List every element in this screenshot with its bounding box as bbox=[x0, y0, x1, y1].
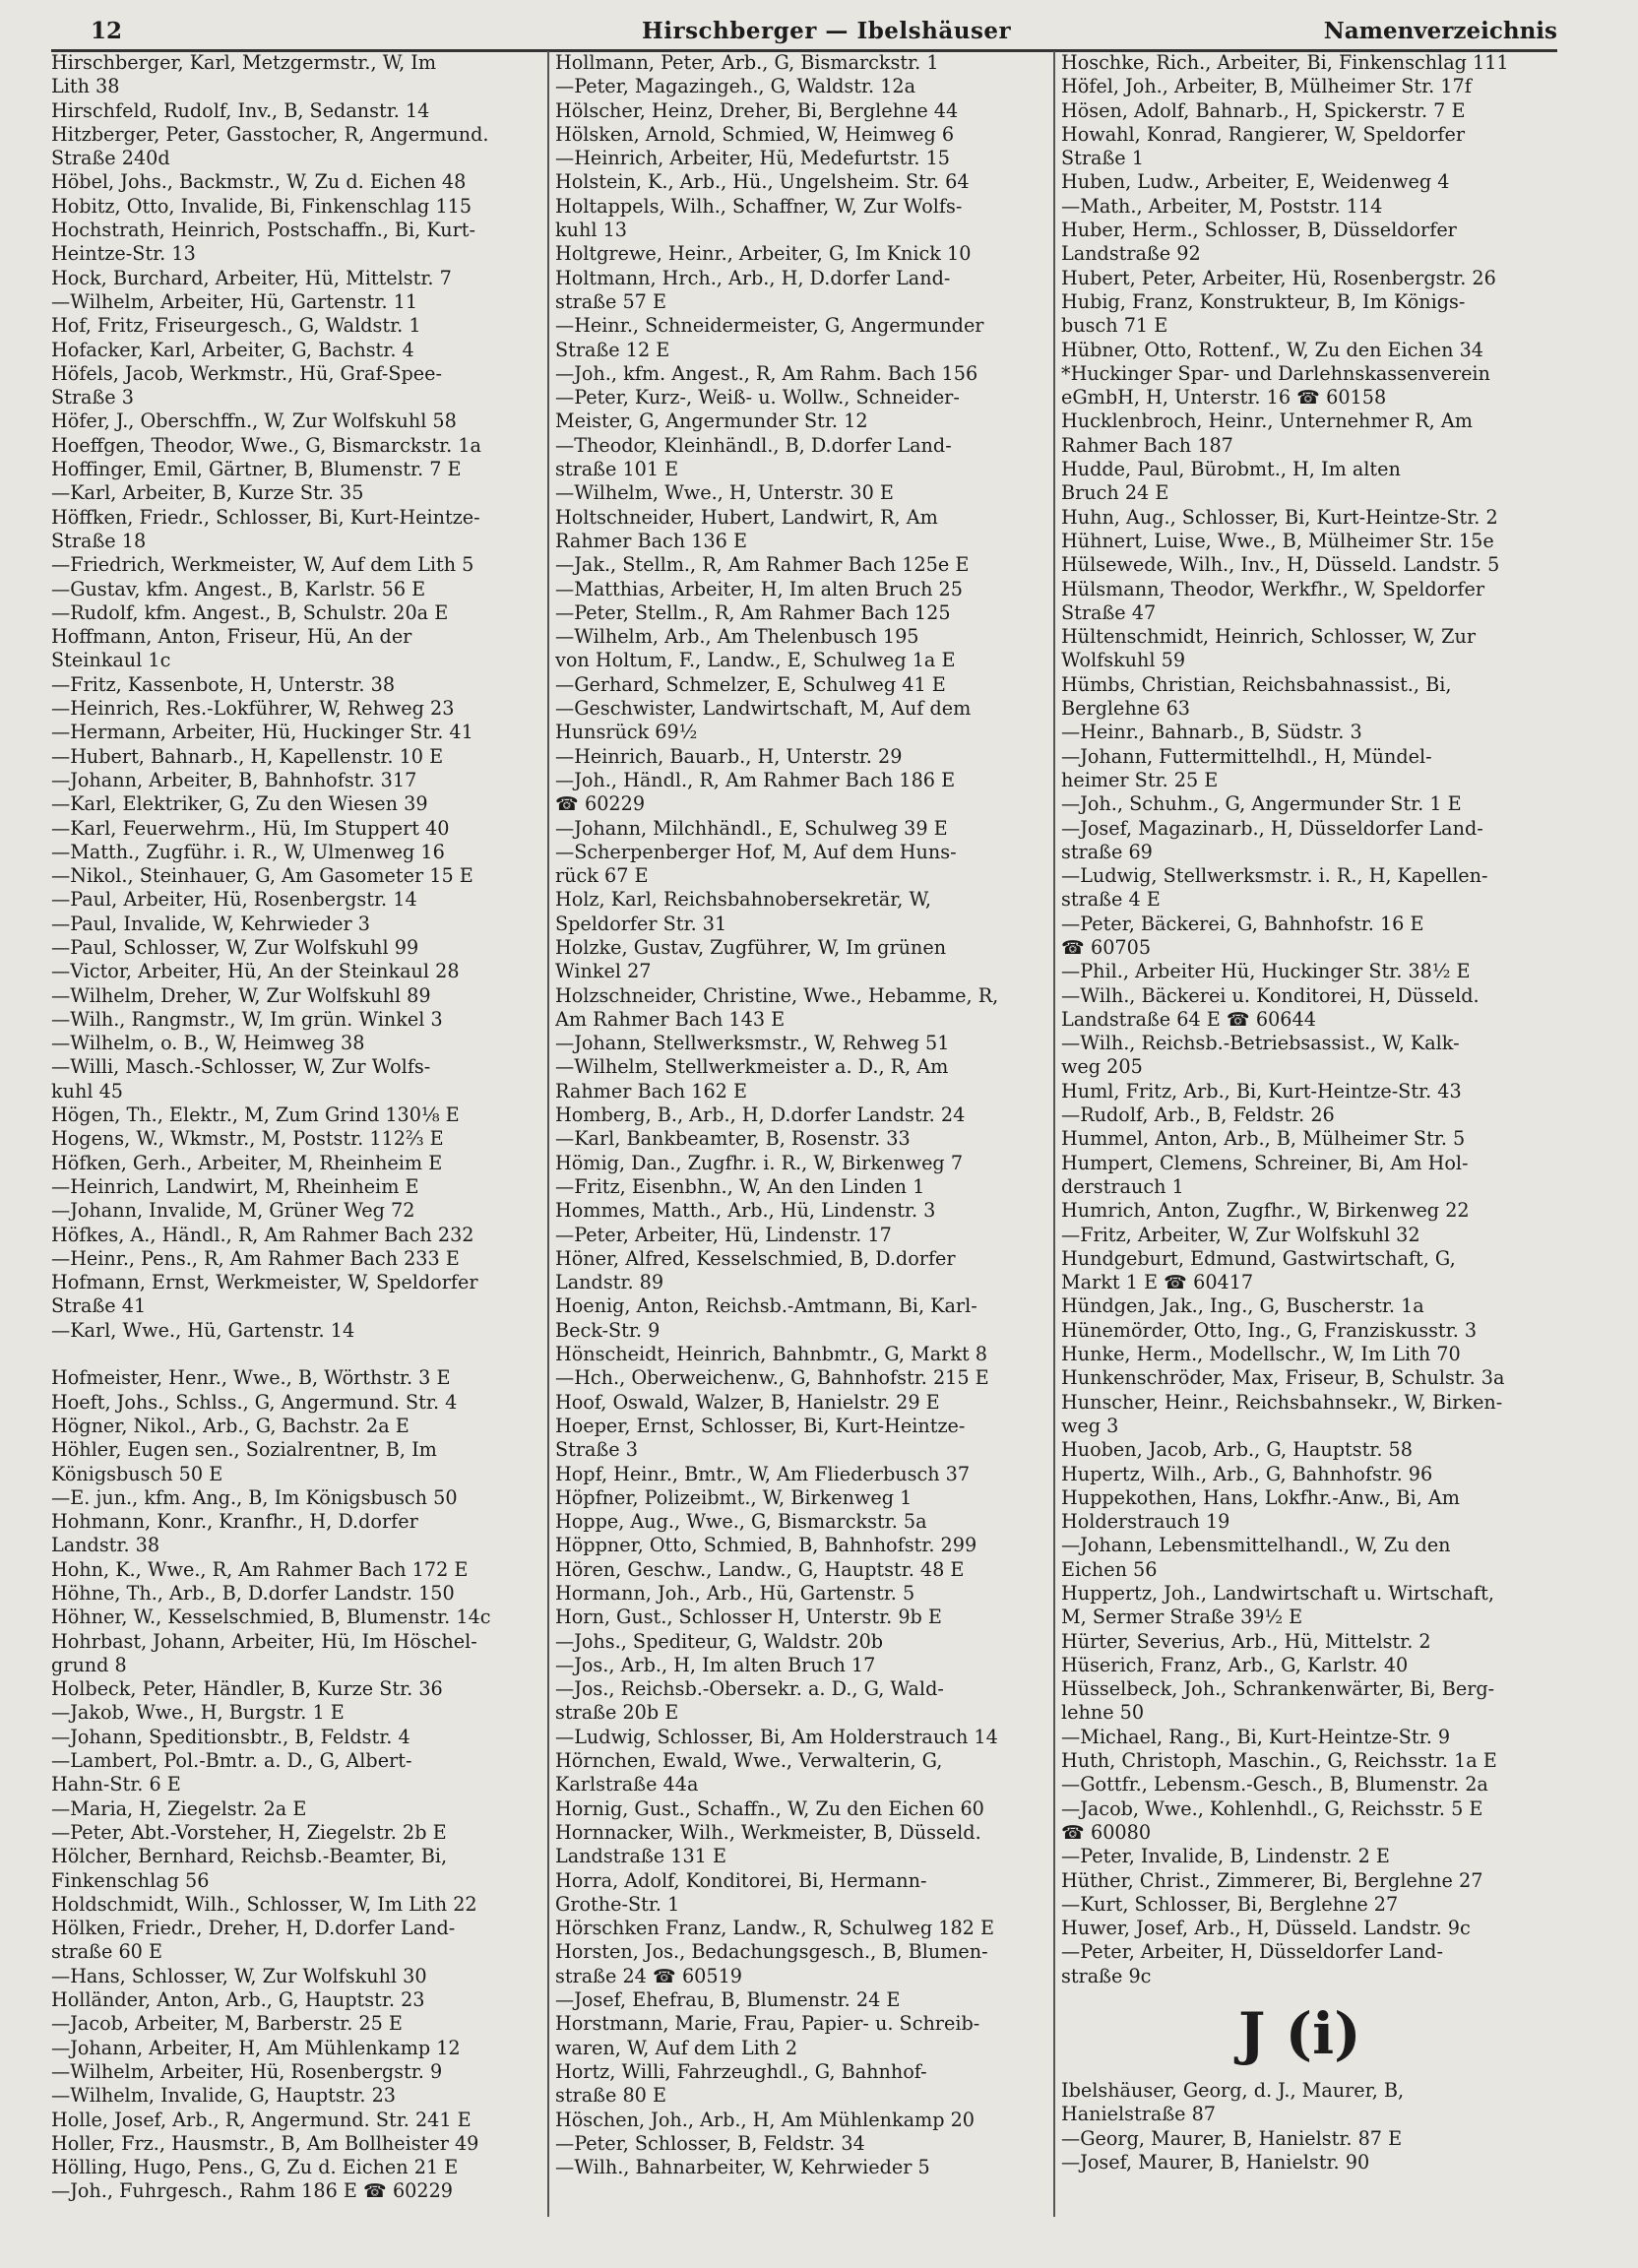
directory-entry-line: Höfer, J., Oberschffn., W, Zur Wolfskuhl 58 bbox=[51, 410, 457, 433]
directory-entry-line: Höfkes, A., Händl., R, Am Rahmer Bach 232 bbox=[51, 1223, 474, 1246]
directory-entry-line: straße 24 ☎ 60519 bbox=[555, 1964, 742, 1987]
directory-entry-line: Hucklenbroch, Heinr., Unternehmer R, Am bbox=[1061, 410, 1473, 433]
directory-entry-line: Hübner, Otto, Rottenf., W, Zu den Eichen 34 bbox=[1061, 338, 1484, 361]
directory-entry-line: Holbeck, Peter, Händler, B, Kurze Str. 36 bbox=[51, 1677, 443, 1701]
directory-entry-line: straße 20b E bbox=[555, 1701, 679, 1725]
directory-entry-line: Hölling, Hugo, Pens., G, Zu d. Eichen 21 E bbox=[51, 2156, 459, 2179]
directory-entry-line: Hubig, Franz, Konstrukteur, B, Im Königs- bbox=[1061, 289, 1466, 313]
directory-entry-line: —Peter, Arbeiter, Hü, Lindenstr. 17 bbox=[555, 1223, 892, 1246]
directory-entry-line bbox=[51, 1343, 540, 1366]
directory-entry-line: Holzschneider, Christine, Wwe., Hebamme, R, bbox=[555, 983, 999, 1007]
directory-column-3 bbox=[1053, 51, 1550, 2217]
directory-entry-line: Hofmann, Ernst, Werkmeister, W, Speldorfer bbox=[51, 1271, 478, 1294]
directory-entry-line: Bruch 24 E bbox=[1061, 481, 1169, 505]
directory-entry-line: Hoeffgen, Theodor, Wwe., G, Bismarckstr. 1a bbox=[51, 433, 481, 457]
directory-entry-line: Holtgrewe, Heinr., Arbeiter, G, Im Knick 10 bbox=[555, 242, 972, 266]
directory-entry-line: —Karl, Arbeiter, B, Kurze Str. 35 bbox=[51, 481, 364, 505]
directory-entry-line: —Willi, Masch.-Schlosser, W, Zur Wolfs- bbox=[51, 1055, 431, 1079]
directory-entry-line: Holz, Karl, Reichsbahnobersekretär, W, bbox=[555, 888, 931, 912]
directory-entry-line: —Lambert, Pol.-Bmtr. a. D., G, Albert- bbox=[51, 1749, 412, 1773]
directory-entry-line: straße 9c bbox=[1061, 1964, 1152, 1987]
directory-entry-line: —Hans, Schlosser, W, Zur Wolfskuhl 30 bbox=[51, 1964, 427, 1987]
directory-entry-line: Straße 1 bbox=[1061, 147, 1144, 170]
directory-entry-line: straße 101 E bbox=[555, 458, 679, 481]
directory-entry-line: —Josef, Ehefrau, B, Blumenstr. 24 E bbox=[555, 1988, 901, 2012]
directory-entry-line: Winkel 27 bbox=[555, 960, 652, 983]
directory-entry-line: —Wilhelm, Arbeiter, Hü, Rosenbergstr. 9 bbox=[51, 2059, 443, 2083]
directory-entry-line: Höhne, Th., Arb., B, D.dorfer Landstr. 150 bbox=[51, 1582, 455, 1605]
directory-entry-line: Hormann, Joh., Arb., Hü, Gartenstr. 5 bbox=[555, 1582, 915, 1605]
page-number: 12 bbox=[91, 18, 123, 44]
directory-entry-line: —Karl, Wwe., Hü, Gartenstr. 14 bbox=[51, 1318, 355, 1342]
directory-entry-line: Höfken, Gerh., Arbeiter, M, Rheinheim E bbox=[51, 1151, 443, 1174]
directory-entry-line: Markt 1 E ☎ 60417 bbox=[1061, 1271, 1254, 1294]
directory-entry-line: Horstmann, Marie, Frau, Papier- u. Schreib- bbox=[555, 2012, 980, 2036]
directory-entry-line: straße 4 E bbox=[1061, 888, 1161, 912]
directory-entry-line: straße 57 E bbox=[555, 289, 666, 313]
directory-entry-line: —Jacob, Arbeiter, M, Barberstr. 25 E bbox=[51, 2012, 403, 2036]
directory-entry-line: Hock, Burchard, Arbeiter, Hü, Mittelstr. 7 bbox=[51, 266, 452, 289]
directory-entry-line: —Jakob, Wwe., H, Burgstr. 1 E bbox=[51, 1701, 345, 1725]
section-label: Namenverzeichnis bbox=[1323, 18, 1557, 44]
directory-entry-line: Straße 47 bbox=[1061, 600, 1157, 624]
directory-entry-line: *Huckinger Spar- und Darlehnskassenverein bbox=[1061, 361, 1490, 385]
directory-entry-line: —Wilh., Bahnarbeiter, W, Kehrwieder 5 bbox=[555, 2156, 930, 2179]
directory-entry-line: —Wilhelm, o. B., W, Heimweg 38 bbox=[51, 1032, 365, 1055]
directory-entry-line: Hummel, Anton, Arb., B, Mülheimer Str. 5 bbox=[1061, 1127, 1466, 1151]
directory-entry-line: —Fritz, Kassenbote, H, Unterstr. 38 bbox=[51, 672, 396, 696]
directory-entry-line: Hohmann, Konr., Kranfhr., H, D.dorfer bbox=[51, 1510, 418, 1534]
directory-entry-line: Hogens, W., Wkmstr., M, Poststr. 112⅔ E bbox=[51, 1127, 444, 1151]
directory-entry-line: Rahmer Bach 187 bbox=[1061, 433, 1233, 457]
directory-entry-line: Holle, Josef, Arb., R, Angermund. Str. 241 E bbox=[51, 2108, 472, 2131]
directory-entry-line: Höppner, Otto, Schmied, B, Bahnhofstr. 299 bbox=[555, 1534, 977, 1557]
directory-entry-line: —Rudolf, kfm. Angest., B, Schulstr. 20a E bbox=[51, 600, 449, 624]
directory-entry-line: Hommes, Matth., Arb., Hü, Lindenstr. 3 bbox=[555, 1199, 936, 1223]
directory-entry-line: —Johann, Lebensmittelhandl., W, Zu den bbox=[1061, 1534, 1451, 1557]
directory-entry-line: Am Rahmer Bach 143 E bbox=[555, 1007, 786, 1031]
directory-entry-line: waren, W, Auf dem Lith 2 bbox=[555, 2036, 798, 2059]
directory-entry-line: —Jos., Arb., H, Im alten Bruch 17 bbox=[555, 1653, 876, 1676]
directory-entry-line: —Gerhard, Schmelzer, E, Schulweg 41 E bbox=[555, 672, 946, 696]
directory-entry-line: Hümbs, Christian, Reichsbahnassist., Bi, bbox=[1061, 672, 1452, 696]
directory-entry-line: Hölscher, Heinz, Dreher, Bi, Berglehne 44 bbox=[555, 98, 959, 122]
directory-entry-line: Hünemörder, Otto, Ing., G, Franziskusstr. 3 bbox=[1061, 1318, 1478, 1342]
directory-entry-line: Hölsken, Arnold, Schmied, W, Heimweg 6 bbox=[555, 122, 955, 146]
directory-entry-line: Hösen, Adolf, Bahnarb., H, Spickerstr. 7 E bbox=[1061, 98, 1466, 122]
directory-entry-line: Hirschberger, Karl, Metzgermstr., W, Im bbox=[51, 51, 437, 74]
directory-entry-line: Straße 3 bbox=[51, 386, 134, 410]
directory-entry-line: busch 71 E bbox=[1061, 314, 1168, 338]
directory-entry-line: —Phil., Arbeiter Hü, Huckinger Str. 38½ E bbox=[1061, 960, 1471, 983]
directory-entry-line: M, Sermer Straße 39½ E bbox=[1061, 1606, 1303, 1629]
directory-entry-line: —Gustav, kfm. Angest., B, Karlstr. 56 E bbox=[51, 577, 426, 600]
directory-entry-line: Hundgeburt, Edmund, Gastwirtschaft, G, bbox=[1061, 1246, 1456, 1270]
directory-entry-line: Hornig, Gust., Schaffn., W, Zu den Eichen 60 bbox=[555, 1796, 984, 1820]
directory-entry-line: Höbel, Johs., Backmstr., W, Zu d. Eichen 48 bbox=[51, 170, 467, 194]
directory-entry-line: Högen, Th., Elektr., M, Zum Grind 130⅛ E bbox=[51, 1103, 460, 1127]
directory-entry-line: Hupertz, Wilh., Arb., G, Bahnhofstr. 96 bbox=[1061, 1462, 1433, 1485]
directory-entry-line: Höfel, Joh., Arbeiter, B, Mülheimer Str. 17f bbox=[1061, 75, 1472, 98]
directory-entry-line: —Matthias, Arbeiter, H, Im alten Bruch 25 bbox=[555, 577, 963, 600]
directory-entry-line: Rahmer Bach 162 E bbox=[555, 1079, 747, 1102]
directory-entry-line: Höhler, Eugen sen., Sozialrentner, B, Im bbox=[51, 1438, 437, 1462]
directory-entry-line: Landstr. 89 bbox=[555, 1271, 664, 1294]
directory-entry-line: Landstraße 131 E bbox=[555, 1845, 726, 1868]
directory-entry-line: Holländer, Anton, Arb., G, Hauptstr. 23 bbox=[51, 1988, 425, 2012]
directory-entry-line: Höpfner, Polizeibmt., W, Birkenweg 1 bbox=[555, 1485, 913, 1509]
directory-entry-line: Höfels, Jacob, Werkmstr., Hü, Graf-Spee- bbox=[51, 361, 443, 385]
directory-entry-line: —Karl, Feuerwehrm., Hü, Im Stuppert 40 bbox=[51, 816, 450, 840]
directory-entry-line: —Peter, Schlosser, B, Feldstr. 34 bbox=[555, 2131, 865, 2155]
directory-entry-line: —Paul, Schlosser, W, Zur Wolfskuhl 99 bbox=[51, 935, 419, 959]
directory-entry-line: Grothe-Str. 1 bbox=[555, 1892, 680, 1916]
directory-entry-line: Hanielstraße 87 bbox=[1061, 2103, 1217, 2126]
directory-entry-line: —Michael, Rang., Bi, Kurt-Heintze-Str. 9 bbox=[1061, 1725, 1451, 1748]
directory-entry-line: —Paul, Invalide, W, Kehrwieder 3 bbox=[51, 912, 370, 935]
directory-entry-line: Horra, Adolf, Konditorei, Bi, Hermann- bbox=[555, 1868, 927, 1892]
directory-entry-line: Hortz, Willi, Fahrzeughdl., G, Bahnhof- bbox=[555, 2059, 927, 2083]
directory-entry-line: —Jos., Reichsb.-Obersekr. a. D., G, Wald- bbox=[555, 1677, 944, 1701]
directory-entry-line: Hüsselbeck, Joh., Schrankenwärter, Bi, Berg- bbox=[1061, 1677, 1495, 1701]
directory-entry-line: —Victor, Arbeiter, Hü, An der Steinkaul 28 bbox=[51, 960, 460, 983]
directory-entry-line: —Geschwister, Landwirtschaft, M, Auf dem bbox=[555, 697, 972, 721]
directory-entry-line: —E. jun., kfm. Ang., B, Im Königsbusch 50 bbox=[51, 1485, 458, 1509]
directory-entry-line: Holtschneider, Hubert, Landwirt, R, Am bbox=[555, 505, 938, 529]
directory-entry-line: —Wilhelm, Arbeiter, Hü, Gartenstr. 11 bbox=[51, 289, 418, 313]
directory-entry-line: Hohn, K., Wwe., R, Am Rahmer Bach 172 E bbox=[51, 1557, 469, 1581]
directory-entry-line: —Joh., Fuhrgesch., Rahm 186 E ☎ 60229 bbox=[51, 2179, 454, 2203]
directory-entry-line: —Gottfr., Lebensm.-Gesch., B, Blumenstr. 2a bbox=[1061, 1773, 1488, 1796]
directory-entry-line: Holler, Frz., Hausmstr., B, Am Bollheister 49 bbox=[51, 2131, 479, 2155]
directory-entry-line: Hobitz, Otto, Invalide, Bi, Finkenschlag 115 bbox=[51, 194, 472, 218]
directory-entry-line: —Wilhelm, Arb., Am Thelenbusch 195 bbox=[555, 625, 919, 649]
directory-entry-line: —Nikol., Steinhauer, G, Am Gasometer 15 E bbox=[51, 864, 473, 888]
directory-entry-line: Höhner, W., Kesselschmied, B, Blumenstr. 14c bbox=[51, 1606, 491, 1629]
directory-entry-line: Hören, Geschw., Landw., G, Hauptstr. 48 E bbox=[555, 1557, 965, 1581]
directory-entry-line: Hoffinger, Emil, Gärtner, B, Blumenstr. 7 E bbox=[51, 458, 462, 481]
directory-entry-line: Eichen 56 bbox=[1061, 1557, 1158, 1581]
directory-entry-line: —Peter, Magazingeh., G, Waldstr. 12a bbox=[555, 75, 916, 98]
directory-entry-line: —Fritz, Arbeiter, W, Zur Wolfskuhl 32 bbox=[1061, 1223, 1420, 1246]
directory-entry-line: Hunsrück 69½ bbox=[555, 721, 698, 744]
directory-entry-line: Hoeper, Ernst, Schlosser, Bi, Kurt-Heintze- bbox=[555, 1414, 966, 1437]
section-spacer bbox=[1061, 2065, 1550, 2079]
directory-entry-line: Speldorfer Str. 31 bbox=[555, 912, 727, 935]
directory-entry-line: —Hermann, Arbeiter, Hü, Huckinger Str. 41 bbox=[51, 721, 473, 744]
directory-entry-line: Hunkenschröder, Max, Friseur, B, Schulstr. 3a bbox=[1061, 1366, 1505, 1390]
directory-entry-line: —Ludwig, Schlosser, Bi, Am Holderstrauch 14 bbox=[555, 1725, 998, 1748]
directory-entry-line: Hölken, Friedr., Dreher, H, D.dorfer Land- bbox=[51, 1917, 456, 1940]
directory-entry-line: —Fritz, Eisenbhn., W, An den Linden 1 bbox=[555, 1174, 925, 1198]
directory-entry-line: Höschen, Joh., Arb., H, Am Mühlenkamp 20 bbox=[555, 2108, 976, 2131]
directory-entry-line: Homberg, B., Arb., H, D.dorfer Landstr. 24 bbox=[555, 1103, 966, 1127]
directory-entry-line: Hofmeister, Henr., Wwe., B, Wörthstr. 3 E bbox=[51, 1366, 451, 1390]
directory-entry-line: —Heinr., Bahnarb., B, Südstr. 3 bbox=[1061, 721, 1362, 744]
directory-entry-line: Hölcher, Bernhard, Reichsb.-Beamter, Bi, bbox=[51, 1845, 448, 1868]
directory-entry-line: Hömig, Dan., Zugfhr. i. R., W, Birkenweg 7 bbox=[555, 1151, 964, 1174]
directory-entry-line: —Georg, Maurer, B, Hanielstr. 87 E bbox=[1061, 2126, 1403, 2150]
directory-entry-line: Holderstrauch 19 bbox=[1061, 1510, 1230, 1534]
directory-entry-line: derstrauch 1 bbox=[1061, 1174, 1184, 1198]
directory-entry-line: Hubert, Peter, Arbeiter, Hü, Rosenbergstr. 26 bbox=[1061, 266, 1496, 289]
directory-entry-line: Beck-Str. 9 bbox=[555, 1318, 661, 1342]
directory-entry-line: straße 80 E bbox=[555, 2084, 666, 2108]
directory-entry-line: Humrich, Anton, Zugfhr., W, Birkenweg 22 bbox=[1061, 1199, 1470, 1223]
directory-entry-line: Högner, Nikol., Arb., G, Bachstr. 2a E bbox=[51, 1414, 410, 1437]
directory-entry-line: Hoffmann, Anton, Friseur, Hü, An der bbox=[51, 625, 412, 649]
directory-entry-line: Finkenschlag 56 bbox=[51, 1868, 210, 1892]
directory-entry-line: Steinkaul 1c bbox=[51, 649, 171, 672]
directory-entry-line: —Maria, H, Ziegelstr. 2a E bbox=[51, 1796, 307, 1820]
directory-entry-line: Hürter, Severius, Arb., Hü, Mittelstr. 2 bbox=[1061, 1629, 1431, 1653]
directory-entry-line: —Theodor, Kleinhändl., B, D.dorfer Land- bbox=[555, 433, 952, 457]
directory-entry-line: Straße 3 bbox=[555, 1438, 638, 1462]
directory-entry-line: kuhl 45 bbox=[51, 1079, 123, 1102]
directory-entry-line: —Hubert, Bahnarb., H, Kapellenstr. 10 E bbox=[51, 744, 444, 768]
directory-entry-line: —Heinr., Pens., R, Am Rahmer Bach 233 E bbox=[51, 1246, 460, 1270]
directory-entry-line: Hohrbast, Johann, Arbeiter, Hü, Im Höschel- bbox=[51, 1629, 477, 1653]
directory-entry-line: —Wilhelm, Stellwerkmeister a. D., R, Am bbox=[555, 1055, 949, 1079]
directory-entry-line: —Peter, Bäckerei, G, Bahnhofstr. 16 E bbox=[1061, 912, 1424, 935]
directory-entry-line: Hörnchen, Ewald, Wwe., Verwalterin, G, bbox=[555, 1749, 943, 1773]
directory-entry-line: Höffken, Friedr., Schlosser, Bi, Kurt-Heintze- bbox=[51, 505, 480, 529]
directory-entry-line: Hühnert, Luise, Wwe., B, Mülheimer Str. 15e bbox=[1061, 529, 1494, 552]
directory-entry-line: Holzke, Gustav, Zugführer, W, Im grünen bbox=[555, 935, 947, 959]
page-header bbox=[51, 12, 1557, 52]
directory-entry-line: Hönscheidt, Heinrich, Bahnbmtr., G, Markt 8 bbox=[555, 1343, 988, 1366]
directory-entry-line: Hoof, Oswald, Walzer, B, Hanielstr. 29 E bbox=[555, 1390, 940, 1414]
directory-entry-line: Heintze-Str. 13 bbox=[51, 242, 196, 266]
directory-entry-line: —Johann, Arbeiter, H, Am Mühlenkamp 12 bbox=[51, 2036, 461, 2059]
directory-entry-line: grund 8 bbox=[51, 1653, 127, 1676]
directory-entry-line: Hudde, Paul, Bürobmt., H, Im alten bbox=[1061, 458, 1401, 481]
directory-entry-line: —Johann, Milchhändl., E, Schulweg 39 E bbox=[555, 816, 948, 840]
directory-entry-line: ☎ 60080 bbox=[1061, 1820, 1152, 1844]
directory-entry-line: Hoppe, Aug., Wwe., G, Bismarckstr. 5a bbox=[555, 1510, 927, 1534]
directory-entry-line: eGmbH, H, Unterstr. 16 ☎ 60158 bbox=[1061, 386, 1387, 410]
directory-entry-line: Hochstrath, Heinrich, Postschaffn., Bi, Kurt- bbox=[51, 219, 476, 242]
directory-entry-line: —Wilhelm, Invalide, G, Hauptstr. 23 bbox=[51, 2084, 397, 2108]
directory-entry-line: —Heinr., Schneidermeister, G, Angermunder bbox=[555, 314, 984, 338]
directory-entry-line: Hüserich, Franz, Arb., G, Karlstr. 40 bbox=[1061, 1653, 1409, 1676]
directory-entry-line: Straße 12 E bbox=[555, 338, 670, 361]
directory-entry-line: rück 67 E bbox=[555, 864, 649, 888]
directory-entry-line: Landstraße 64 E ☎ 60644 bbox=[1061, 1007, 1316, 1031]
directory-entry-line: Humpert, Clemens, Schreiner, Bi, Am Hol- bbox=[1061, 1151, 1469, 1174]
directory-entry-line: —Wilhelm, Wwe., H, Unterstr. 30 E bbox=[555, 481, 894, 505]
directory-entry-line: Hüther, Christ., Zimmerer, Bi, Berglehne 27 bbox=[1061, 1868, 1483, 1892]
directory-entry-line: —Heinrich, Bauarb., H, Unterstr. 29 bbox=[555, 744, 903, 768]
directory-entry-line: —Wilhelm, Dreher, W, Zur Wolfskuhl 89 bbox=[51, 983, 431, 1007]
directory-entry-line: Karlstraße 44a bbox=[555, 1773, 699, 1796]
directory-entry-line: Holdschmidt, Wilh., Schlosser, W, Im Lith 22 bbox=[51, 1892, 477, 1916]
directory-entry-line: —Heinrich, Landwirt, M, Rheinheim E bbox=[51, 1174, 419, 1198]
directory-entry-line: Straße 41 bbox=[51, 1294, 147, 1318]
directory-entry-line: Huppekothen, Hans, Lokfhr.-Anw., Bi, Am bbox=[1061, 1485, 1460, 1509]
directory-entry-line: —Paul, Arbeiter, Hü, Rosenbergstr. 14 bbox=[51, 888, 417, 912]
directory-entry-line: Wolfskuhl 59 bbox=[1061, 649, 1186, 672]
directory-entry-line: von Holtum, F., Landw., E, Schulweg 1a E bbox=[555, 649, 956, 672]
directory-entry-line: Hoschke, Rich., Arbeiter, Bi, Finkenschlag 111 bbox=[1061, 51, 1509, 74]
directory-entry-line: kuhl 13 bbox=[555, 219, 627, 242]
directory-entry-line: —Johann, Speditionsbtr., B, Feldstr. 4 bbox=[51, 1725, 410, 1748]
directory-entry-line: —Wilh., Rangmstr., W, Im grün. Winkel 3 bbox=[51, 1007, 443, 1031]
directory-entry-line: Huwer, Josef, Arb., H, Düsseld. Landstr. 9c bbox=[1061, 1917, 1471, 1940]
directory-entry-line: —Wilh., Reichsb.-Betriebsassist., W, Kalk- bbox=[1061, 1032, 1460, 1055]
directory-entry-line: Hollmann, Peter, Arb., G, Bismarckstr. 1 bbox=[555, 51, 939, 74]
directory-entry-line: —Rudolf, Arb., B, Feldstr. 26 bbox=[1061, 1103, 1335, 1127]
directory-entry-line: —Friedrich, Werkmeister, W, Auf dem Lith 5 bbox=[51, 553, 474, 577]
directory-entry-line: Berglehne 63 bbox=[1061, 697, 1190, 721]
directory-entry-line: Huml, Fritz, Arb., Bi, Kurt-Heintze-Str. 43 bbox=[1061, 1079, 1462, 1102]
directory-entry-line: Landstraße 92 bbox=[1061, 242, 1201, 266]
directory-entry-line: straße 69 bbox=[1061, 840, 1153, 863]
directory-column-2 bbox=[547, 51, 1044, 2217]
directory-entry-line: —Joh., Schuhm., G, Angermunder Str. 1 E bbox=[1061, 792, 1462, 816]
directory-entry-line: lehne 50 bbox=[1061, 1701, 1145, 1725]
directory-entry-line: ☎ 60705 bbox=[1061, 935, 1152, 959]
directory-entry-line: —Joh., Händl., R, Am Rahmer Bach 186 E bbox=[555, 768, 956, 791]
directory-entry-line: —Johann, Futtermittelhdl., H, Mündel- bbox=[1061, 744, 1432, 768]
directory-entry-line: —Heinrich, Res.-Lokführer, W, Rehweg 23 bbox=[51, 697, 455, 721]
directory-entry-line: —Heinrich, Arbeiter, Hü, Medefurtstr. 15 bbox=[555, 147, 951, 170]
directory-entry-line: Hörschken Franz, Landw., R, Schulweg 182 E bbox=[555, 1917, 994, 1940]
directory-entry-line: —Scherpenberger Hof, M, Auf dem Huns- bbox=[555, 840, 957, 863]
directory-entry-line: —Josef, Magazinarb., H, Düsseldorfer Land- bbox=[1061, 816, 1483, 840]
directory-entry-line: Hoenig, Anton, Reichsb.-Amtmann, Bi, Karl- bbox=[555, 1294, 977, 1318]
directory-entry-line: Horsten, Jos., Bedachungsgesch., B, Blumen- bbox=[555, 1940, 988, 1964]
directory-entry-line: —Peter, Kurz-, Weiß- u. Wollw., Schneider- bbox=[555, 386, 960, 410]
directory-entry-line: Landstr. 38 bbox=[51, 1534, 160, 1557]
directory-entry-line: —Peter, Stellm., R, Am Rahmer Bach 125 bbox=[555, 600, 951, 624]
directory-entry-line: Königsbusch 50 E bbox=[51, 1462, 223, 1485]
directory-entry-line: Huben, Ludw., Arbeiter, E, Weidenweg 4 bbox=[1061, 170, 1450, 194]
directory-entry-line: Hunke, Herm., Modellschr., W, Im Lith 70 bbox=[1061, 1343, 1461, 1366]
section-heading: J (i) bbox=[1238, 2000, 1361, 2068]
directory-entry-line: —Kurt, Schlosser, Bi, Berglehne 27 bbox=[1061, 1892, 1399, 1916]
directory-entry-line: Holstein, K., Arb., Hü., Ungelsheim. Str. 64 bbox=[555, 170, 970, 194]
directory-entry-line: —Jacob, Wwe., Kohlenhdl., G, Reichsstr. 5 E bbox=[1061, 1796, 1483, 1820]
directory-entry-line: —Johann, Invalide, M, Grüner Weg 72 bbox=[51, 1199, 415, 1223]
directory-entry-line: —Wilh., Bäckerei u. Konditorei, H, Düsseld. bbox=[1061, 983, 1480, 1007]
directory-entry-line: —Karl, Bankbeamter, B, Rosenstr. 33 bbox=[555, 1127, 911, 1151]
directory-entry-line: Hülsmann, Theodor, Werkfhr., W, Speldorfer bbox=[1061, 577, 1485, 600]
directory-entry-line: weg 3 bbox=[1061, 1414, 1119, 1437]
directory-entry-line: Hültenschmidt, Heinrich, Schlosser, W, Zur bbox=[1061, 625, 1476, 649]
directory-entry-line: —Johs., Spediteur, G, Waldstr. 20b bbox=[555, 1629, 884, 1653]
directory-entry-line: Huoben, Jacob, Arb., G, Hauptstr. 58 bbox=[1061, 1438, 1413, 1462]
directory-entry-line: —Hch., Oberweichenw., G, Bahnhofstr. 215 E bbox=[555, 1366, 989, 1390]
directory-entry-line: Höner, Alfred, Kesselschmied, B, D.dorfer bbox=[555, 1246, 956, 1270]
directory-entry-line: Straße 18 bbox=[51, 529, 147, 552]
directory-entry-line: Meister, G, Angermunder Str. 12 bbox=[555, 410, 868, 433]
directory-entry-line: Hülsewede, Wilh., Inv., H, Düsseld. Landstr. 5 bbox=[1061, 553, 1500, 577]
directory-entry-line: Huppertz, Joh., Landwirtschaft u. Wirtschaft, bbox=[1061, 1582, 1494, 1605]
directory-entry-line: —Peter, Invalide, B, Lindenstr. 2 E bbox=[1061, 1845, 1390, 1868]
directory-entry-line: weg 205 bbox=[1061, 1055, 1143, 1079]
directory-entry-line: Holtmann, Hrch., Arb., H, D.dorfer Land- bbox=[555, 266, 951, 289]
directory-entry-line: —Jak., Stellm., R, Am Rahmer Bach 125e E bbox=[555, 553, 970, 577]
directory-entry-line: Holtappels, Wilh., Schaffner, W, Zur Wolfs- bbox=[555, 194, 963, 218]
directory-entry-line: —Ludwig, Stellwerksmstr. i. R., H, Kapellen- bbox=[1061, 864, 1488, 888]
directory-entry-line: —Joh., kfm. Angest., R, Am Rahm. Bach 156 bbox=[555, 361, 978, 385]
directory-entry-line: Hitzberger, Peter, Gasstocher, R, Angermund. bbox=[51, 122, 489, 146]
directory-entry-line: Howahl, Konrad, Rangierer, W, Speldorfer bbox=[1061, 122, 1466, 146]
directory-entry-line: —Peter, Arbeiter, H, Düsseldorfer Land- bbox=[1061, 1940, 1443, 1964]
directory-entry-line: Hof, Fritz, Friseurgesch., G, Waldstr. 1 bbox=[51, 314, 421, 338]
directory-entry-line: Huth, Christoph, Maschin., G, Reichsstr. 1a E bbox=[1061, 1749, 1497, 1773]
directory-entry-line: Hirschfeld, Rudolf, Inv., B, Sedanstr. 14 bbox=[51, 98, 430, 122]
directory-entry-line: heimer Str. 25 E bbox=[1061, 768, 1219, 791]
directory-entry-line: straße 60 E bbox=[51, 1940, 162, 1964]
directory-entry-line: Hopf, Heinr., Bmtr., W, Am Fliederbusch 37 bbox=[555, 1462, 971, 1485]
directory-entry-line: Huber, Herm., Schlosser, B, Düsseldorfer bbox=[1061, 219, 1457, 242]
directory-entry-line: Hunscher, Heinr., Reichsbahnsekr., W, Birken- bbox=[1061, 1390, 1503, 1414]
directory-entry-line: Hündgen, Jak., Ing., G, Buscherstr. 1a bbox=[1061, 1294, 1424, 1318]
directory-entry-line: Straße 240d bbox=[51, 147, 170, 170]
directory-entry-line: —Johann, Arbeiter, B, Bahnhofstr. 317 bbox=[51, 768, 417, 791]
directory-entry-line: Lith 38 bbox=[51, 75, 120, 98]
directory-entry-line: ☎ 60229 bbox=[555, 792, 646, 816]
directory-entry-line: Hahn-Str. 6 E bbox=[51, 1773, 181, 1796]
directory-entry-line: —Karl, Elektriker, G, Zu den Wiesen 39 bbox=[51, 792, 428, 816]
directory-entry-line: —Johann, Stellwerksmstr., W, Rehweg 51 bbox=[555, 1032, 950, 1055]
running-title: Hirschberger — Ibelshäuser bbox=[642, 18, 1012, 44]
directory-entry-line: Horn, Gust., Schlosser H, Unterstr. 9b E bbox=[555, 1606, 942, 1629]
directory-entry-line: Huhn, Aug., Schlosser, Bi, Kurt-Heintze-Str. 2 bbox=[1061, 505, 1498, 529]
directory-entry-line: Hoeft, Johs., Schlss., G, Angermund. Str. 4 bbox=[51, 1390, 458, 1414]
directory-entry-line: —Josef, Maurer, B, Hanielstr. 90 bbox=[1061, 2150, 1370, 2174]
directory-entry-line: Ibelshäuser, Georg, d. J., Maurer, B, bbox=[1061, 2079, 1405, 2103]
directory-entry-line: —Matth., Zugführ. i. R., W, Ulmenweg 16 bbox=[51, 840, 445, 863]
directory-entry-line: —Peter, Abt.-Vorsteher, H, Ziegelstr. 2b E bbox=[51, 1820, 447, 1844]
directory-entry-line: Rahmer Bach 136 E bbox=[555, 529, 747, 552]
directory-entry-line: Hornnacker, Wilh., Werkmeister, B, Düsseld. bbox=[555, 1820, 981, 1844]
directory-entry-line: Hofacker, Karl, Arbeiter, G, Bachstr. 4 bbox=[51, 338, 414, 361]
directory-column-1 bbox=[51, 51, 540, 2204]
directory-entry-line: —Math., Arbeiter, M, Poststr. 114 bbox=[1061, 194, 1383, 218]
